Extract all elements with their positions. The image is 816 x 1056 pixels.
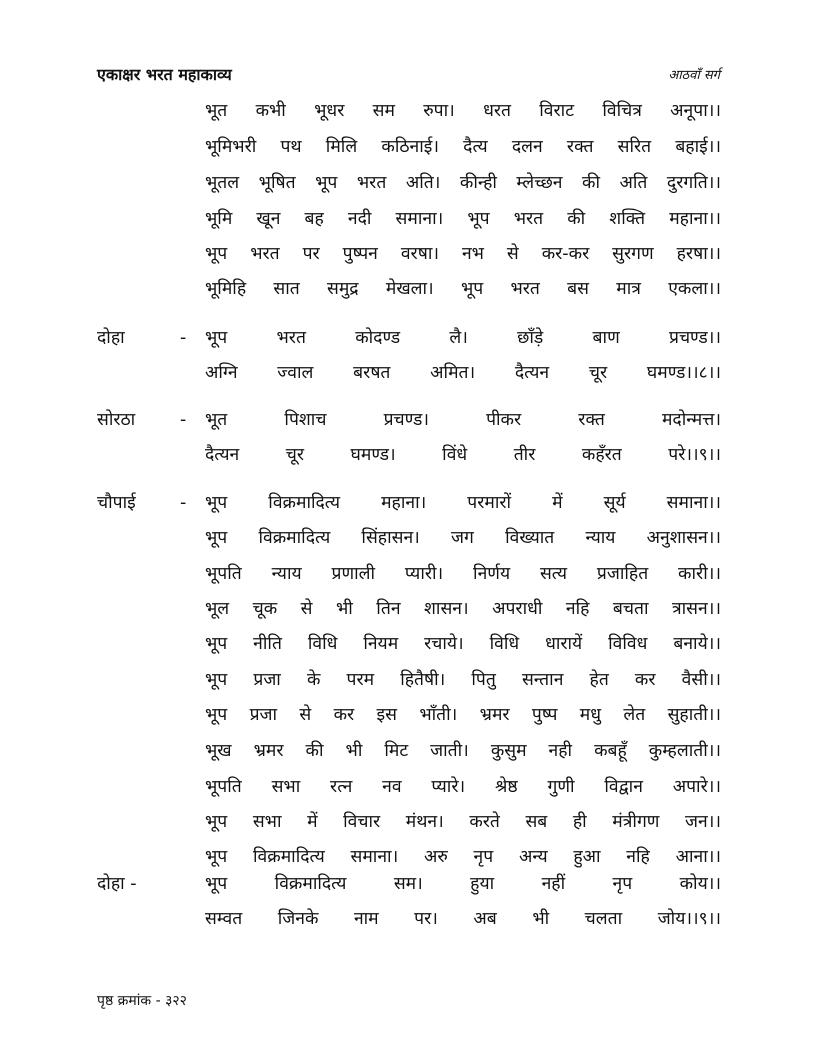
verse-line: दैत्यन चूर घमण्ड। विंधे तीर कहँरत परे।।९।।: [205, 445, 721, 465]
page-number: पृष्ठ क्रमांक - ३२२: [97, 993, 187, 1009]
verse-line: भूप विक्रमादित्य सिंहासन। जग विख्यात न्याय अनुशासन।।: [205, 528, 721, 548]
verse-line: भूप भरत कोदण्ड लै। छाँड़े बाण प्रचण्ड।।: [205, 328, 721, 348]
verse-line: भूप विक्रमादित्य महाना। परमारों में सूर्य समाना।।: [205, 493, 721, 513]
verse-line: भूप भरत पर पुष्पन वरषा। नभ से कर-कर सुरगण हरषा।।: [205, 244, 721, 264]
verse-line: भूप विक्रमादित्य सम। हुया नहीं नृप कोय।।: [205, 874, 721, 894]
verse-line: भूतल भूषित भूप भरत अति। कीन्ही म्लेच्छन की अति दुरगति।।: [205, 173, 721, 193]
verse-line: भूल चूक से भी तिन शासन। अपराधी नहि बचता त्रासन।।: [205, 599, 721, 619]
verse-label-chaupai: चौपाई: [97, 493, 136, 513]
verse-line: भूमि खून बह नदी समाना। भूप भरत की शक्ति महाना।।: [205, 209, 721, 229]
verse-line: भूमिभरी पथ मिलि कठिनाई। दैत्य दलन रक्त सरित बहाई।।: [205, 137, 721, 157]
chapter-title: आठवाँ सर्ग: [668, 68, 720, 83]
verse-line: भूख भ्रमर की भी मिट जाती। कुसुम नही कबहूँ कुम्हलाती।।: [205, 741, 721, 761]
verse-line: भूपति न्याय प्रणाली प्यारी। निर्णय सत्य प्रजाहित कारी।।: [205, 564, 721, 584]
verse-line: भूप विक्रमादित्य समाना। अरु नृप अन्य हुआ नहि आना।।: [205, 847, 721, 867]
verse-dash: -: [180, 328, 187, 348]
verse-line: भूमिहि सात समुद्र मेखला। भूप भरत बस मात्र एकला।।: [205, 279, 721, 299]
verse-line: भूप नीति विधि नियम रचाये। विधि धारायें विविध बनाये।।: [205, 634, 721, 654]
verse-label-doha: दोहा: [97, 328, 125, 348]
verse-dash: -: [180, 410, 187, 430]
verse-line: भूप सभा में विचार मंथन। करते सब ही मंत्रीगण जन।।: [205, 812, 721, 832]
verse-line: भूप प्रजा से कर इस भाँती। भ्रमर पुष्प मधु लेत सुहाती।।: [205, 705, 721, 725]
verse-line: सम्वत जिनके नाम पर। अब भी चलता जोय।।९।।: [205, 909, 721, 929]
verse-line: भूत पिशाच प्रचण्ड। पीकर रक्त मदोन्मत्त।: [205, 410, 721, 430]
verse-line: अग्नि ज्वाल बरषत अमित। दैत्यन चूर घमण्ड।।८।।: [205, 363, 721, 383]
verse-label-doha: दोहा -: [97, 874, 137, 894]
verse-line: भूप प्रजा के परम हितैषी। पितु सन्तान हेत कर वैसी।।: [205, 670, 721, 690]
verse-dash: -: [180, 493, 187, 513]
verse-line: भूत कभी भूधर सम रुपा। धरत विराट विचित्र अनूपा।।: [205, 101, 721, 121]
book-title: एकाक्षर भरत महाकाव्य: [97, 65, 232, 84]
verse-line: भूपति सभा रत्न नव प्यारे। श्रेष्ठ गुणी विद्वान अपारे।।: [205, 777, 721, 797]
verse-label-soratha: सोरठा: [97, 410, 136, 430]
